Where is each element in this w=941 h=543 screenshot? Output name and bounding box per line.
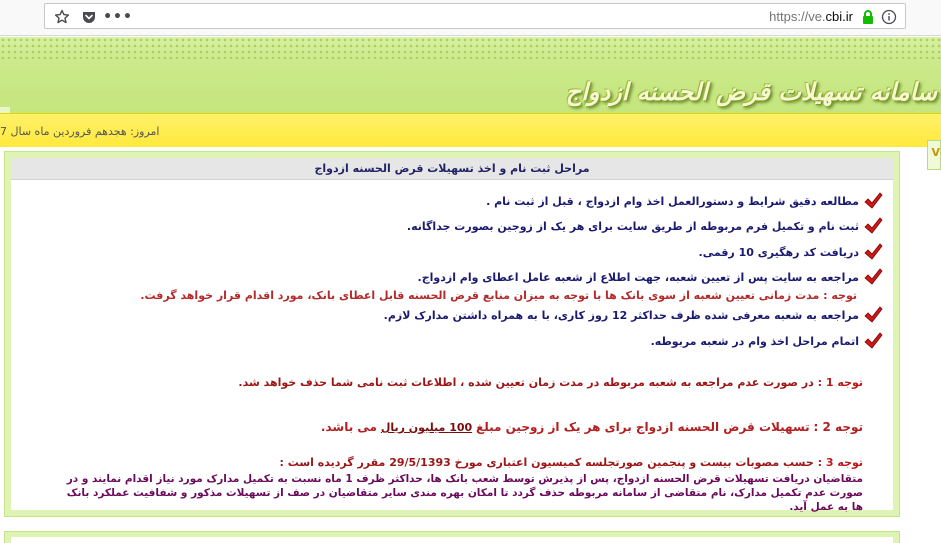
side-panel-glyph: V <box>931 146 940 159</box>
note-1-text: در صورت عدم مراجعه به شعبه مربوطه در مدت زمان تعیین شده ، اطلاعات ثبت نامی شما حذف خواهد شد. <box>238 376 814 389</box>
note-3-heading: حسب مصوبات بیست و پنجمین صورتجلسه کمیسیون اعتباری مورخ 29/5/1393 مقرر گردیده است : <box>279 456 814 469</box>
next-section-box <box>4 531 900 543</box>
note-3-label: توجه 3 : <box>817 456 863 469</box>
step-text: مراجعه به سایت پس از تعیین شعبه، جهت اطلاع از شعبه عامل اعطای وام ازدواج. <box>417 270 859 284</box>
note-3 <box>279 456 863 469</box>
step-text: اتمام مراحل اخذ وام در شعبه مربوطه. <box>650 334 859 348</box>
note-1-label: توجه 1 : <box>817 376 863 389</box>
check-icon <box>863 191 883 211</box>
step-text: مطالعه دقیق شرایط و دستورالعمل اخذ وام ازدواج ، قبل از ثبت نام . <box>486 194 859 208</box>
step-note: توجه : مدت زمانی تعیین شعبه از سوی بانک ها با توجه به میزان منابع قرض الحسنه قابل اعطای بانک، مورد اقدام قرار خواهد گرفت. <box>140 289 857 302</box>
step-text: ثبت نام و تکمیل فرم مربوطه از طریق سایت برای هر یک از زوجین بصورت جداگانه. <box>406 219 859 233</box>
lock-icon[interactable] <box>861 9 875 25</box>
today-date: امروز: هجدهم فروردین ماه سال 7 <box>0 125 160 138</box>
site-logo-title[interactable]: سامانه تسهیلات قرض الحسنه ازدواج <box>565 77 937 106</box>
step-item <box>486 190 883 212</box>
url-domain: cbi.ir <box>825 9 853 24</box>
check-icon <box>863 305 883 325</box>
note-1 <box>238 376 863 389</box>
note-2-text: تسهیلات قرض الحسنه ازدواج برای هر یک از زوجین مبلغ <box>476 420 810 434</box>
check-icon <box>863 216 883 236</box>
step-item <box>699 241 883 263</box>
step-text: مراجعه به شعبه معرفی شده ظرف حداکثر 12 روز کاری، با به همراه داشتن مدارک لازم. <box>383 308 859 322</box>
step-item <box>384 304 883 326</box>
registration-steps-content <box>11 158 893 513</box>
check-icon <box>863 331 883 351</box>
pocket-icon[interactable] <box>80 8 98 26</box>
url-text[interactable] <box>769 9 853 24</box>
note-2-text-end: می باشد. <box>320 420 377 434</box>
header-pattern <box>0 37 941 59</box>
browser-toolbar <box>0 0 941 36</box>
step-item <box>651 330 883 352</box>
date-bar <box>0 113 941 147</box>
next-section-content <box>11 537 893 543</box>
box-title: مراحل ثبت نام و اخذ تسهیلات قرض الحسنه ازدواج <box>11 158 893 180</box>
check-icon <box>863 267 883 287</box>
loan-amount: 100 میلیون ریال <box>380 421 473 434</box>
step-item <box>407 215 883 237</box>
note-2-label: توجه 2 : <box>813 420 863 434</box>
step-text: دریافت کد رهگیری 10 رقمی. <box>698 245 859 259</box>
star-icon[interactable] <box>53 8 71 26</box>
note-2 <box>321 420 863 434</box>
info-icon[interactable] <box>881 9 897 25</box>
address-bar[interactable] <box>44 3 906 29</box>
more-icon[interactable]: ••• <box>103 9 133 25</box>
step-item <box>418 266 883 288</box>
note-3-body: متقاضیان دریافت تسهیلات قرض الحسنه ازدواج، پس از پذیرش توسط شعب بانک ها، حداکثر ظرف 1 ماه نسبت به تکمیل مدارک مورد نیاز اقدام نمایند و در صورت عدم تکمیل مدارک، نام متقاضی از سامانه مربوطه حذف گردد تا امکان بهره مندی سایر متقاضیان در صف از تسهیلات مذکور و شفافیت عملکرد بانک ها به عمل آید. <box>66 473 863 513</box>
site-header <box>0 37 941 113</box>
registration-steps-box <box>4 151 900 517</box>
url-prefix: https://ve. <box>769 9 826 24</box>
check-icon <box>863 242 883 262</box>
